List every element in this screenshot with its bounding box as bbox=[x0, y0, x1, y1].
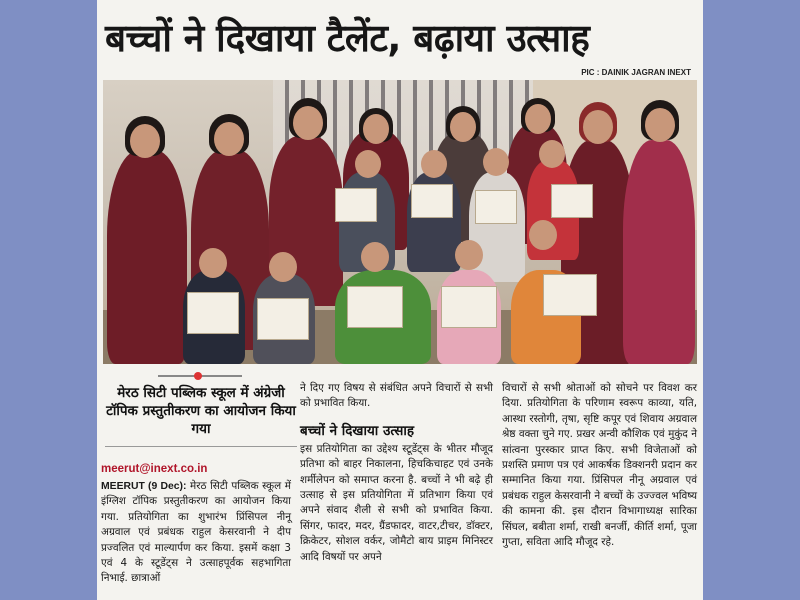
section-heading: बच्चों ने दिखाया उत्साह bbox=[300, 422, 415, 439]
child-face bbox=[539, 140, 565, 168]
certificate bbox=[441, 286, 497, 328]
child-face bbox=[483, 148, 509, 176]
reporter-email: meerut@inext.co.in bbox=[101, 463, 208, 475]
article-text: ने दिए गए विषय से संबंधित अपने विचारों से सभी को प्रभावित किया. bbox=[300, 382, 493, 410]
teacher-face bbox=[214, 122, 244, 156]
dateline: MEERUT (9 Dec): bbox=[101, 481, 187, 492]
headline: बच्चों ने दिखाया टैलेंट, बढ़ाया उत्साह bbox=[105, 16, 590, 60]
child-face bbox=[199, 248, 227, 278]
right-margin bbox=[703, 0, 800, 600]
section-divider bbox=[158, 375, 242, 377]
child-face bbox=[269, 252, 297, 282]
certificate bbox=[335, 188, 377, 222]
article-column-2 bbox=[300, 381, 493, 565]
article-text: इस प्रतियोगिता का उद्देश्य स्टूडेंट्स के भीतर मौजूद प्रतिभा को बाहर निकालना, हिचकिचाहट एवं उनके शर्मीलेपन को समाप्त करना है. बच्चों ने भी बढ़े ही उत्साह से इस प्रतियोगिता में प्रतिभाग किया एवं अपने संवाद शैली से सभी को प्रभावित किया. सिंगर, फादर, मदर, ग्रैंडफादर, वाटर,टीचर, डॉक्टर, क्रिकेटर, सोशल वर्कर, जोमैटो बाय प्राइम मिनिस्टर आदि विषयों पर अपने bbox=[300, 442, 493, 563]
certificate bbox=[257, 298, 309, 340]
certificate bbox=[411, 184, 453, 218]
teacher-figure bbox=[623, 140, 695, 364]
certificate bbox=[347, 286, 403, 328]
certificate bbox=[475, 190, 517, 224]
certificate bbox=[187, 292, 239, 334]
certificate bbox=[551, 184, 593, 218]
teacher-face bbox=[450, 112, 476, 142]
article-text: मेरठ सिटी पब्लिक स्कूल में इंग्लिश टॉपिक प्रस्तुतीकरण का आयोजन किया गया. प्रतियोगिता का शुभारंभ प्रिंसिपल नीनू अग्रवाल एवं प्रबंधक राहुल केसरवानी ने दीप प्रज्वलित एवं माल्यार्पण कर किया. इसमें कक्षा 3 एवं 4 के स्टूडेंट्स ने उत्साहपूर्वक सहभागिता निभाई. छात्राओं bbox=[101, 480, 291, 585]
article-column-3 bbox=[502, 381, 697, 550]
group-photo bbox=[103, 80, 697, 364]
article-column-1 bbox=[101, 479, 291, 587]
child-face bbox=[355, 150, 381, 178]
certificate bbox=[543, 274, 597, 316]
child-face bbox=[529, 220, 557, 250]
teacher-face bbox=[525, 104, 551, 134]
article-text: विचारों से सभी श्रोताओं को सोचने पर विवश कर दिया. प्रतियोगिता के परिणाम स्वरूप काव्या, यति, आस्था रस्तोगी, तृषा, सृष्टि कपूर एवं शिवाय अग्रवाल श्रेष्ठ वक्ता चुने गए. प्रखर अन्वी कौशिक एवं मुकुंद ने सांत्वना पुरस्कार प्राप्त किए. सभी विजेताओं को प्रशस्ति प्रमाण पत्र एवं आकर्षक डिक्शनरी प्रदान कर सम्मानित किया गया. प्रिंसिपल नीनू अग्रवाल एवं प्रबंधक राहुल केसरवानी ने बच्चों के उज्ज्वल भविष्य की कामना की. इस दौरान विभागाध्यक्ष सारिका सिंघल, बबीता शर्मा, राखी बनर्जी, कीर्ति शर्मा, पूजा गुप्ता, सविता आदि मौजूद रहे. bbox=[502, 382, 697, 549]
teacher-face bbox=[583, 110, 613, 144]
newspaper-clipping bbox=[97, 0, 703, 600]
teacher-figure bbox=[107, 150, 187, 364]
left-margin bbox=[0, 0, 97, 600]
teacher-face bbox=[645, 108, 675, 142]
child-face bbox=[361, 242, 389, 272]
teacher-face bbox=[363, 114, 389, 144]
child-face bbox=[421, 150, 447, 178]
subheadline: मेरठ सिटी पब्लिक स्कूल में अंग्रेजी टॉपिक प्रस्तुतीकरण का आयोजन किया गया bbox=[106, 385, 296, 437]
subhead-divider bbox=[105, 446, 297, 447]
teacher-face bbox=[293, 106, 323, 140]
teacher-face bbox=[130, 124, 160, 158]
child-face bbox=[455, 240, 483, 270]
photo-credit: PIC : DAINIK JAGRAN INEXT bbox=[581, 68, 691, 77]
